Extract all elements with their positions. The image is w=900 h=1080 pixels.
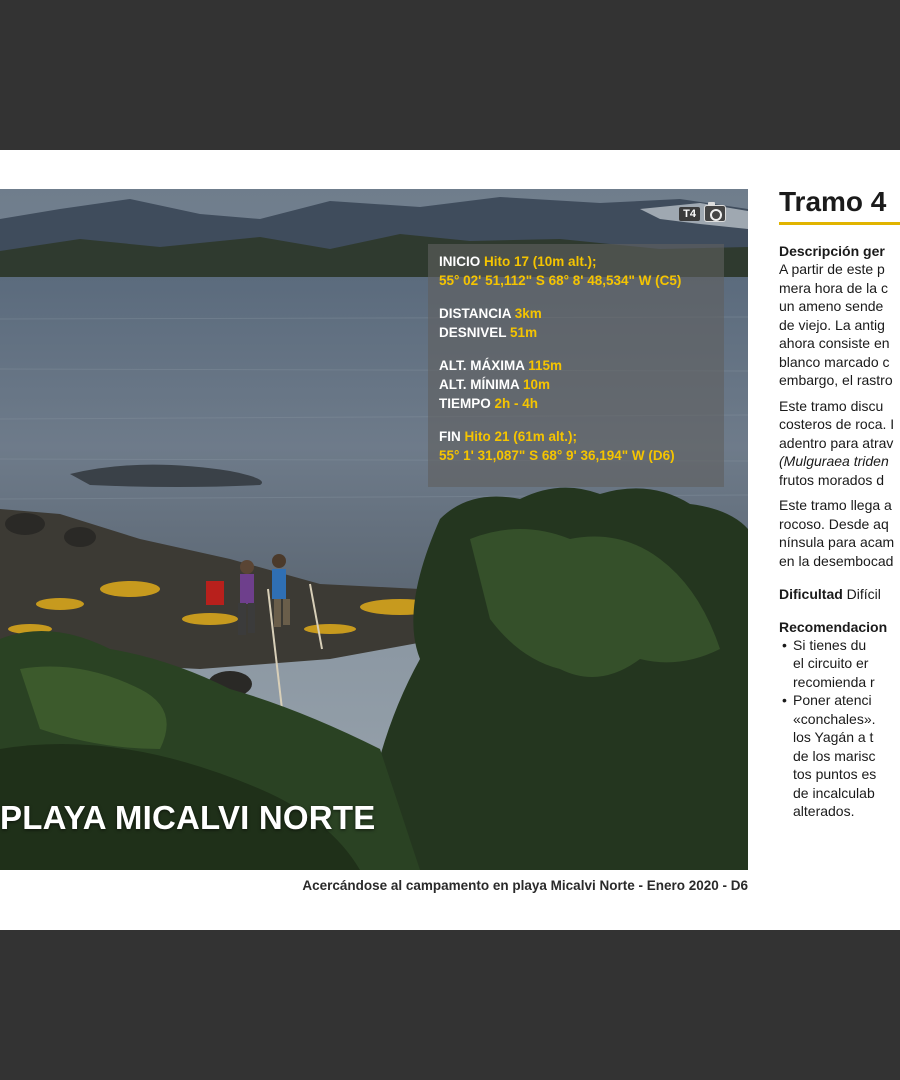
- tiempo-value: 2h - 4h: [494, 396, 539, 411]
- distancia-row: [439, 304, 724, 323]
- alt-max-value: 115m: [528, 358, 563, 373]
- inicio-row: [439, 252, 724, 271]
- difficulty-row: [779, 585, 900, 604]
- tiempo-label: TIEMPO: [439, 396, 491, 411]
- paragraph-1: A partir de este p mera hora de la c un ameno sende de viejo. La antig ahora consiste en blanco marcado c embargo, el rastro: [779, 261, 893, 388]
- camera-icon: [704, 205, 726, 222]
- section-title: Tramo 4: [779, 186, 887, 217]
- photo-tag: [679, 205, 726, 222]
- text-column: [779, 182, 900, 821]
- inicio-coords: 55° 02' 51,112" S 68° 8' 48,534" W (C5): [439, 273, 682, 288]
- route-info-box: [428, 244, 724, 487]
- distancia-label: DISTANCIA: [439, 306, 511, 321]
- fin-row: [439, 427, 724, 446]
- desnivel-row: [439, 323, 724, 342]
- alt-max-row: [439, 356, 724, 375]
- fin-label: FIN: [439, 429, 461, 444]
- place-title: PLAYA MICALVI NORTE: [0, 799, 376, 836]
- alt-min-row: [439, 375, 724, 394]
- distancia-value: 3km: [514, 306, 542, 321]
- recommendation-item-1: • Si tienes du el circuito er recomienda r: [782, 636, 875, 690]
- alt-max-label: ALT. MÁXIMA: [439, 358, 525, 373]
- fin-value: Hito 21 (61m alt.);: [464, 429, 578, 444]
- paragraph-2: Este tramo discu costeros de roca. I adentro para atrav (Mulguraea triden frutos morados d: [779, 397, 895, 488]
- alt-min-value: 10m: [523, 377, 551, 392]
- paragraph-3: Este tramo llega a rocoso. Desde aq nínsula para acam en la desembocad: [779, 497, 895, 569]
- tramo-tag-label: T4: [679, 207, 700, 221]
- description-heading: Descripción ger: [779, 243, 885, 259]
- alt-min-label: ALT. MÍNIMA: [439, 377, 520, 392]
- tiempo-row: [439, 394, 724, 413]
- fin-coords: 55° 1' 31,087" S 68° 9' 36,194" W (D6): [439, 448, 675, 463]
- desnivel-label: DESNIVEL: [439, 325, 507, 340]
- inicio-value: Hito 17 (10m alt.);: [484, 254, 597, 269]
- recommendation-item-2: • Poner atenci «conchales». los Yagán a t de los marisc tos puntos es de incalculab alterados.: [782, 692, 877, 819]
- book-page: [0, 150, 900, 930]
- photo-caption: Acercándose al campamento en playa Micalvi Norte - Enero 2020 - D6: [302, 878, 748, 893]
- title-underline: [779, 222, 900, 225]
- recommendations-heading: Recomendacion: [779, 618, 888, 635]
- desnivel-value: 51m: [510, 325, 538, 340]
- inicio-label: INICIO: [439, 254, 481, 269]
- difficulty-label: Dificultad: [779, 586, 843, 602]
- difficulty-value: Difícil: [846, 586, 881, 602]
- landscape-photo: [0, 189, 748, 870]
